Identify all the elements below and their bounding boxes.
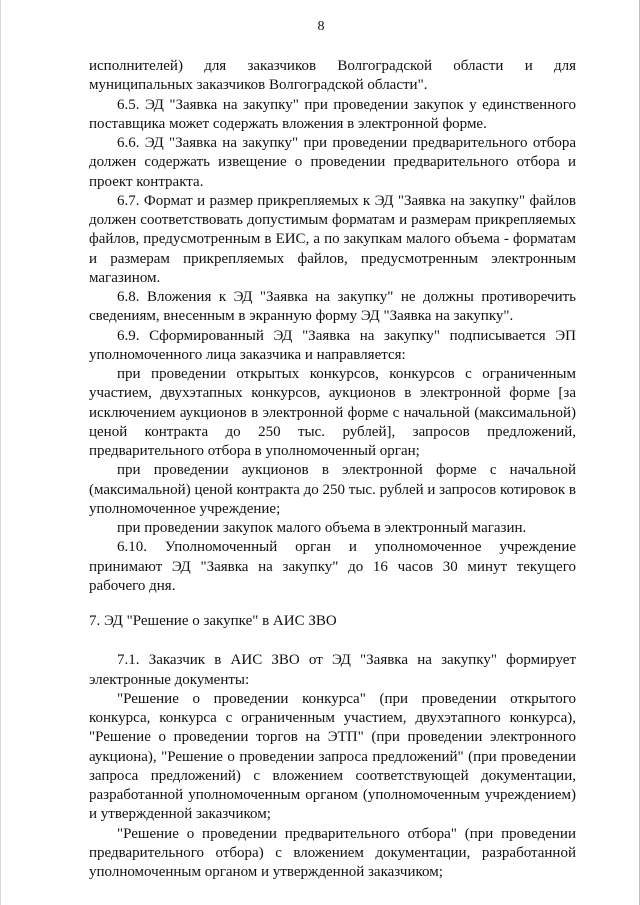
paragraph: при проведении закупок малого объема в электронный магазин. [117,520,527,536]
paragraph: 6.5. ЭД "Заявка на закупку" при проведении закупок у единственного поставщика может содержать вложения в электронной форме. [89,96,576,132]
section-7-text [89,651,576,882]
paragraph: 7.1. Заказчик в АИС ЗВО от ЭД "Заявка на закупку" формирует электронные документы: [89,652,576,688]
section-heading: 7. ЭД "Решение о закупке" в АИС ЗВО [89,613,337,629]
paragraph: 6.6. ЭД "Заявка на закупку" при проведении предварительного отбора должен содержать извещение о проведении предварительного отбора и проект контракта. [89,135,576,190]
paragraph: исполнителей) для заказчиков Волгоградской области и для муниципальных заказчиков Волгоградской области". [89,58,576,94]
paragraph: при проведении аукционов в электронной форме с начальной (максимальной) ценой контракта до 250 тыс. рублей и запросов котировок в уполномоченное учреждение; [89,462,576,517]
paragraph: "Решение о проведении конкурса" (при проведении открытого конкурса, конкурса с ограниченным участием, двухэтапного конкурса), "Решение о проведении торгов на ЭТП" (при проведении электронного аукциона), "Решение о проведении запроса предложений" (при проведении запроса предложений) с вложением соответствующей документации, разработанной уполномоченным органом (уполномоченным учреждением) и утвержденной заказчиком; [89,690,576,823]
paragraph: при проведении открытых конкурсов, конкурсов с ограниченным участием, двухэтапных конкурсов, аукционов в электронной форме [за исключением аукционов в электронной форме с начальной (максимальной) ценой контракта до 250 тыс. рублей], запросов предложений, предварительного отбора в уполномоченный орган; [89,366,576,459]
paragraph: 6.8. Вложения к ЭД "Заявка на закупку" не должны противоречить сведениям, внесенным в экранную форму ЭД "Заявка на закупку". [89,289,576,325]
paragraph: 6.7. Формат и размер прикрепляемых к ЭД "Заявка на закупку" файлов должен соответствовать допустимым форматам и размерам прикрепляемых файлов, предусмотренным в ЕИС, а по закупкам малого объема - форматам и размерам прикрепляемых файлов, предусмотренным электронным магазином. [89,192,576,286]
paragraph: 6.9. Сформированный ЭД "Заявка на закупку" подписывается ЭП уполномоченного лица заказчика и направляется: [89,327,576,363]
document-body [89,57,576,882]
paragraph: "Решение о проведении предварительного отбора" (при проведении предварительного отбора) с вложением документации, разработанной уполномоченным органом и утвержденной заказчиком; [89,825,576,880]
page-number: 8 [317,19,325,34]
paragraph: 6.10. Уполномоченный орган и уполномоченное учреждение принимают ЭД "Заявка на закупку" до 16 часов 30 минут текущего рабочего дня. [89,539,576,594]
section-6-text [89,57,576,596]
